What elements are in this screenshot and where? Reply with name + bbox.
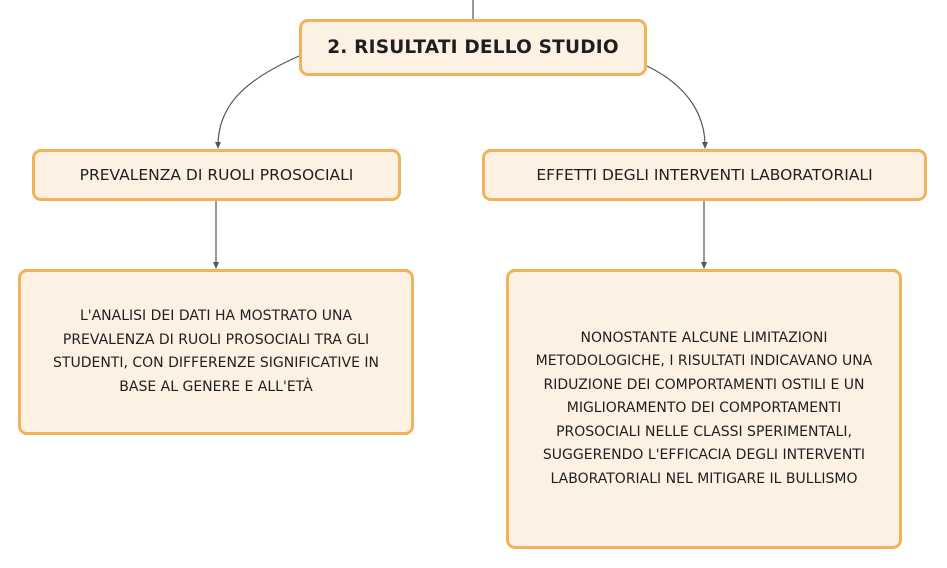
- title-node[interactable]: [299, 19, 647, 76]
- left-header-label: PREVALENZA DI RUOLI PROSOCIALI: [79, 166, 354, 184]
- title-label: 2. RISULTATI DELLO STUDIO: [327, 37, 619, 58]
- right-header-node[interactable]: [482, 149, 927, 201]
- connector-to-left-header: [218, 56, 299, 146]
- left-body-node[interactable]: [18, 269, 414, 435]
- right-body-node[interactable]: [506, 269, 902, 549]
- connector-to-right-header: [647, 66, 705, 146]
- left-body-text: L'ANALISI DEI DATI HA MOSTRATO UNA PREVALENZA DI RUOLI PROSOCIALI TRA GLI STUDENTI, CON DIFFERENZE SIGNIFICATIVE IN BASE AL GENERE E ALL'ETÀ: [53, 308, 379, 395]
- left-header-node[interactable]: [32, 149, 401, 201]
- right-body-text: NONOSTANTE ALCUNE LIMITAZIONI METODOLOGICHE, I RISULTATI INDICAVANO UNA RIDUZIONE DEI COMPORTAMENTI OSTILI E UN MIGLIORAMENTO DEI COMPORTAMENTI PROSOCIALI NELLE CLASSI SPERIMENTALI, SUGGERENDO L'EFFICACIA DEGLI INTERVENTI LABORATORIALI NEL MITIGARE IL BULLISMO: [535, 329, 873, 487]
- right-header-label: EFFETTI DEGLI INTERVENTI LABORATORIALI: [536, 166, 873, 184]
